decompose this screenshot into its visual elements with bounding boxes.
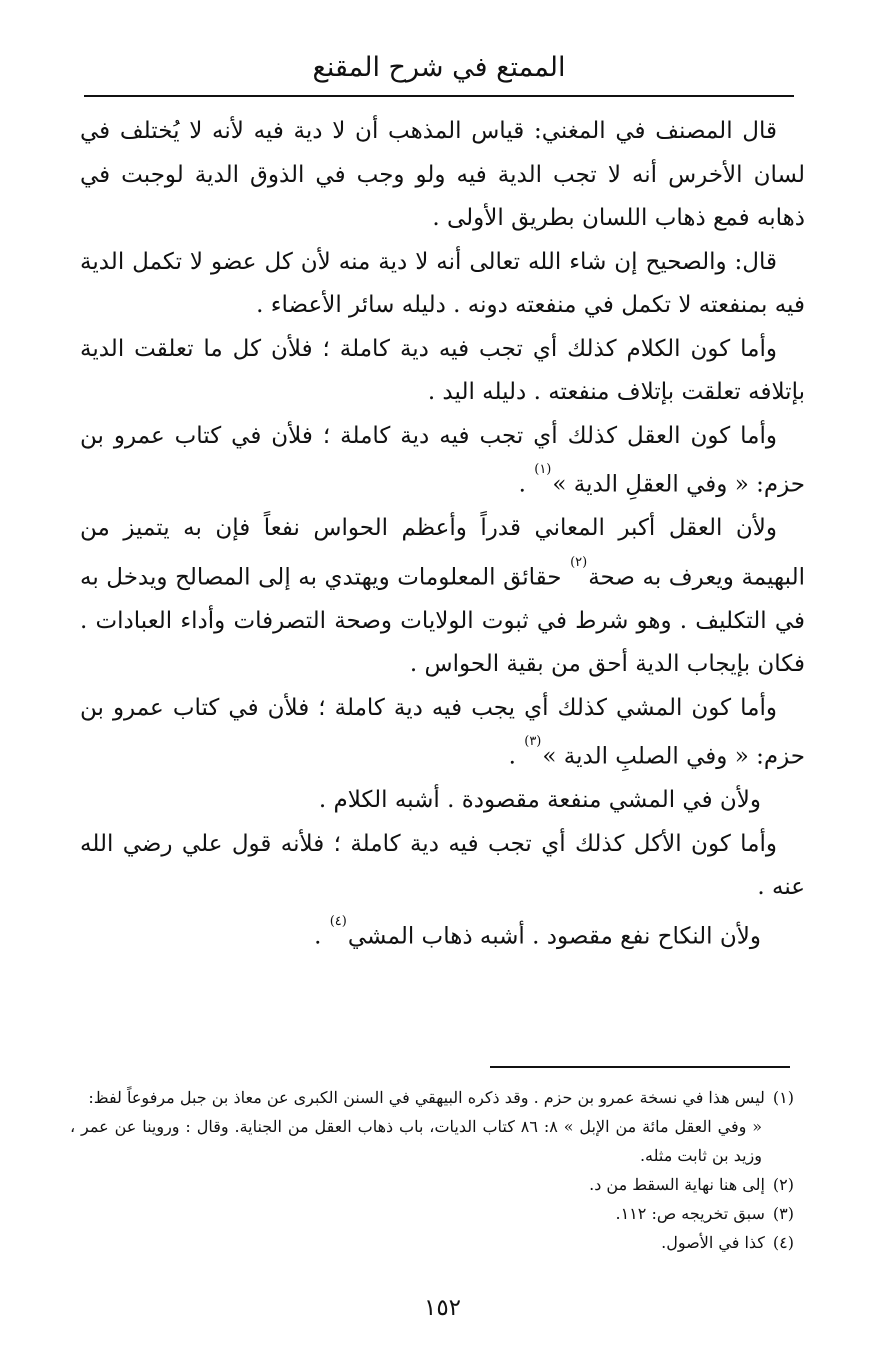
footnote-text: « وفي العقل مائة من الإبل » ٨: ٨٦ كتاب الديات، باب ذهاب العقل من الجناية. وقال : وروينا عن عمر ، وزيد بن ثابت مثله. bbox=[70, 1117, 763, 1165]
footnote-ref-1[interactable]: (١) bbox=[534, 462, 552, 477]
header-rule bbox=[84, 95, 794, 97]
footnote-1-continuation bbox=[70, 1112, 794, 1170]
paragraph-7 bbox=[80, 779, 805, 823]
footnote-text: كذا في الأصول. bbox=[661, 1233, 765, 1252]
paragraph-text: وأما كون الأكل كذلك أي تجب فيه دية كاملة ؛ فلأنه قول علي رضي الله عنه . bbox=[80, 830, 805, 901]
paragraph-4 bbox=[80, 415, 805, 508]
paragraph-text: قال المصنف في المغني: قياس المذهب أن لا دية فيه لأنه لا يُختلف في لسان الأخرس أنه لا تجب الدية فيه ولو وجب في الذوق الدية لوجبت في ذهابه فمع ذهاب اللسان بطريق الأولى . bbox=[80, 118, 805, 231]
footnote-2 bbox=[70, 1170, 794, 1199]
footnote-separator bbox=[490, 1066, 790, 1068]
footnote-text: سبق تخريجه ص: ١١٢. bbox=[615, 1204, 765, 1223]
paragraph-text-after: . bbox=[314, 923, 329, 950]
paragraph-text: ولأن النكاح نفع مقصود . أشبه ذهاب المشي bbox=[347, 923, 761, 950]
paragraph-6 bbox=[80, 687, 805, 780]
footnote-text: إلى هنا نهاية السقط من د. bbox=[589, 1175, 765, 1194]
paragraph-5 bbox=[80, 507, 805, 687]
footnote-number: (٢) bbox=[772, 1175, 794, 1194]
paragraph-9 bbox=[80, 910, 805, 959]
paragraph-text: وأما كون المشي كذلك أي يجب فيه دية كاملة ؛ فلأن في كتاب عمرو بن حزم: « وفي الصلبِ الدية » bbox=[80, 694, 805, 770]
footnote-ref-3[interactable]: (٣) bbox=[524, 734, 542, 750]
footnote-text: ليس هذا في نسخة عمرو بن حزم . وقد ذكره البيهقي في السنن الكبرى عن معاذ بن جبل مرفوعاً لفظ: bbox=[88, 1088, 765, 1107]
paragraph-3 bbox=[80, 328, 805, 415]
footnote-number: (١) bbox=[772, 1088, 794, 1107]
footnote-ref-2[interactable]: (٢) bbox=[570, 554, 588, 570]
footnote-3 bbox=[70, 1199, 794, 1228]
footnote-1 bbox=[70, 1083, 794, 1112]
paragraph-text: ولأن العقل أكبر المعاني قدراً وأعظم الحواس نفعاً فإن به يتميز من البهيمة ويعرف به صحة bbox=[80, 515, 805, 591]
paragraph-text-after: حقائق المعلومات ويهتدي به إلى المصالح ويدخل به في التكليف . وهو شرط في ثبوت الولايات وصحة التصرفات وأداء العبادات . فكان بإيجاب الدية أحق من بقية الحواس . bbox=[80, 564, 805, 678]
running-header: الممتع في شرح المقنع bbox=[312, 52, 566, 83]
paragraph-text: قال: والصحيح إن شاء الله تعالى أنه لا دية منه لأن كل عضو لا تكمل الدية فيه بمنفعته لا تكمل في منفعته دونه . دليله سائر الأعضاء . bbox=[80, 248, 805, 318]
paragraph-text: ولأن في المشي منفعة مقصودة . أشبه الكلام . bbox=[318, 787, 761, 814]
paragraph-text: وأما كون العقل كذلك أي تجب فيه دية كاملة ؛ فلأن في كتاب عمرو بن حزم: « وفي العقلِ الدية » bbox=[80, 422, 805, 498]
page-number: ١٥٢ bbox=[423, 1295, 462, 1321]
footnote-number: (٤) bbox=[772, 1233, 794, 1252]
footnote-4 bbox=[70, 1228, 794, 1257]
paragraph-text: وأما كون الكلام كذلك أي تجب فيه دية كاملة ؛ فلأن كل ما تعلقت الدية بإتلافه تعلقت بإتلاف منفعته . دليله اليد . bbox=[80, 335, 805, 405]
paragraph-2 bbox=[80, 241, 805, 328]
main-text bbox=[80, 110, 805, 959]
footnotes bbox=[70, 1083, 794, 1257]
paragraph-text-after: . bbox=[518, 471, 534, 498]
footnote-ref-4[interactable]: (٤) bbox=[329, 913, 347, 929]
paragraph-text-after: . bbox=[508, 743, 524, 770]
paragraph-1 bbox=[80, 110, 805, 241]
paragraph-8 bbox=[80, 823, 805, 910]
footnote-number: (٣) bbox=[772, 1204, 794, 1223]
